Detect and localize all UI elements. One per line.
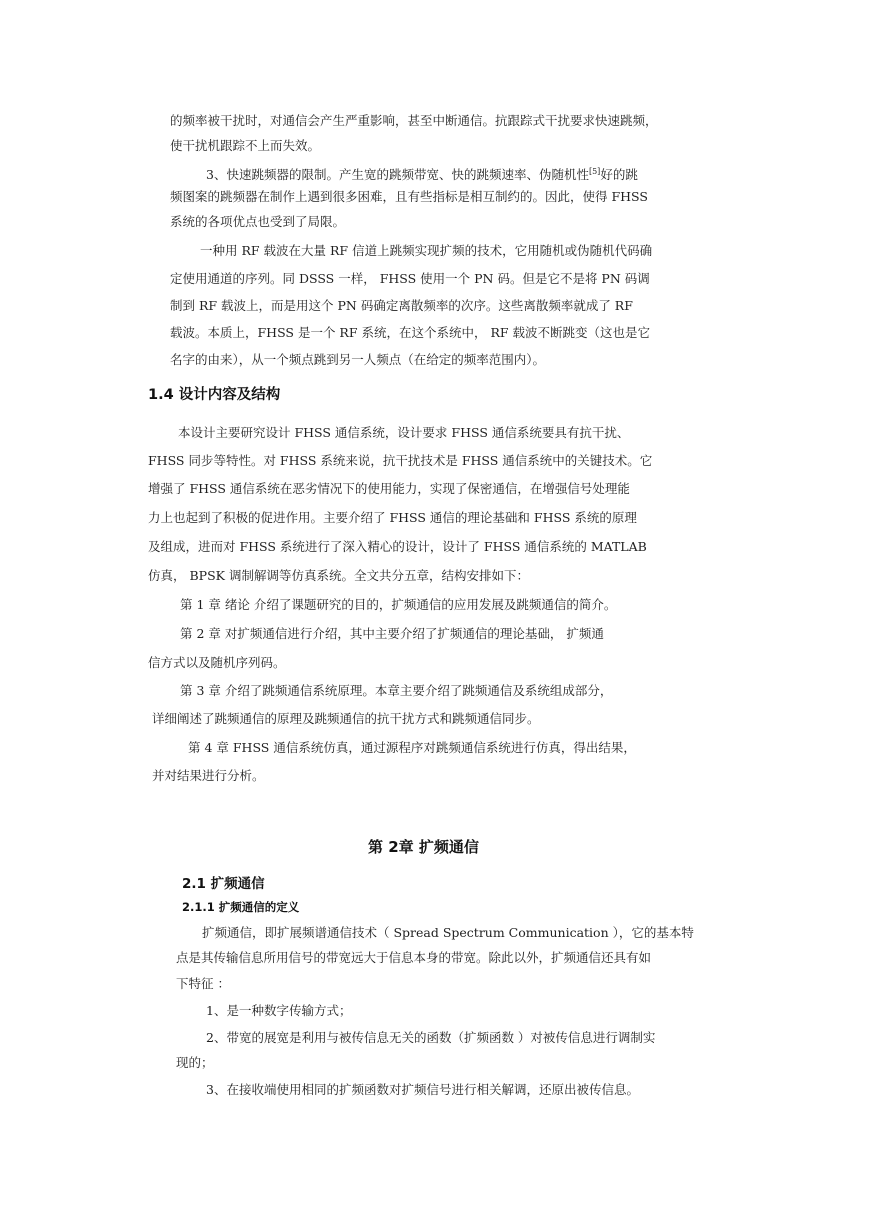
paragraph-line: 制到 RF 载波上，而是用这个 PN 码确定离散频率的次序。这些离散频率就成了 RF (170, 298, 633, 313)
paragraph-line: 第 3 章 介绍了跳频通信系统原理。本章主要介绍了跳频通信及系统组成部分， (180, 683, 613, 698)
paragraph-line: 第 1 章 绪论 介绍了课题研究的目的，扩频通信的应用发展及跳频通信的简介。 (180, 597, 617, 612)
section-heading: 1.4 设计内容及结构 (148, 387, 281, 403)
paragraph-line: 3、在接收端使用相同的扩频函数对扩频信号进行相关解调，还原出被传信息。 (206, 1082, 639, 1097)
paragraph-line: 力上也起到了积极的促进作用。主要介绍了 FHSS 通信的理论基础和 FHSS 系统的原理 (148, 510, 637, 525)
paragraph-line: 2、带宽的展宽是利用与被传信息无关的函数（扩频函数 ）对被传信息进行调制实 (206, 1030, 656, 1045)
subsection-heading: 2.1.1 扩频通信的定义 (182, 900, 300, 914)
paragraph-line: 详细阐述了跳频通信的原理及跳频通信的抗干扰方式和跳频通信同步。 (152, 711, 540, 726)
paragraph-line: 定使用通道的序列。同 DSSS 一样， FHSS 使用一个 PN 码。但是它不是将 PN 码调 (170, 271, 650, 286)
paragraph-line: 现的； (176, 1055, 214, 1070)
paragraph-line: 第 4 章 FHSS 通信系统仿真，通过源程序对跳频通信系统进行仿真，得出结果， (188, 740, 636, 755)
chapter-title: 第 2章 扩频通信 (368, 838, 479, 856)
paragraph-line: 载波。本质上，FHSS 是一个 RF 系统，在这个系统中， RF 载波不断跳变（这也是它 (170, 325, 651, 340)
paragraph-text: 好的跳 (600, 167, 638, 183)
paragraph-line: 1、是一种数字传输方式； (206, 1003, 352, 1018)
paragraph-text: 3、快速跳频器的限制。产生宽的跳频带宽、快的跳频速率、伪随机性 (206, 167, 589, 183)
paragraph-line: 一种用 RF 载波在大量 RF 信道上跳频实现扩频的技术，它用随机或伪随机代码确 (200, 243, 653, 258)
paragraph-line: 本设计主要研究设计 FHSS 通信系统，设计要求 FHSS 通信系统要具有抗干扰、 (178, 425, 630, 440)
citation-ref: [5] (588, 167, 601, 176)
paragraph-line: FHSS 同步等特性。对 FHSS 系统来说，抗干扰技术是 FHSS 通信系统中的关键技术。它 (148, 453, 653, 468)
paragraph-line: 增强了 FHSS 通信系统在恶劣情况下的使用能力，实现了保密通信，在增强信号处理能 (148, 481, 630, 496)
paragraph-line: 信方式以及随机序列码。 (148, 655, 286, 670)
paragraph-line: 仿真， BPSK 调制解调等仿真系统。全文共分五章，结构安排如下： (148, 568, 529, 583)
paragraph-line: 点是其传输信息所用信号的带宽远大于信息本身的带宽。除此以外，扩频通信还具有如 (176, 950, 652, 965)
paragraph-line: 名字的由来），从一个频点跳到另一人频点（在给定的频率范围内）。 (170, 352, 546, 367)
paragraph-line: 扩频通信，即扩展频谱通信技术（ Spread Spectrum Communication ），它的基本特 (202, 925, 694, 940)
paragraph-line: 系统的各项优点也受到了局限。 (170, 214, 346, 229)
paragraph-line: 的频率被干扰时，对通信会产生严重影响，甚至中断通信。抗跟踪式干扰要求快速跳频， (170, 113, 658, 128)
paragraph-line: 并对结果进行分析。 (152, 768, 265, 783)
paragraph-line: 及组成，进而对 FHSS 系统进行了深入精心的设计，设计了 FHSS 通信系统的 MATLAB (148, 539, 647, 554)
paragraph-line (206, 164, 638, 183)
paragraph-line: 频图案的跳频器在制作上遇到很多困难，且有些指标是相互制约的。因此，使得 FHSS (170, 189, 648, 204)
paragraph-line: 第 2 章 对扩频通信进行介绍，其中主要介绍了扩频通信的理论基础， 扩频通 (180, 626, 604, 641)
paragraph-line: 使干扰机跟踪不上而失效。 (170, 138, 321, 153)
section-heading: 2.1 扩频通信 (182, 876, 265, 892)
paragraph-line: 下特征 ： (176, 976, 230, 991)
